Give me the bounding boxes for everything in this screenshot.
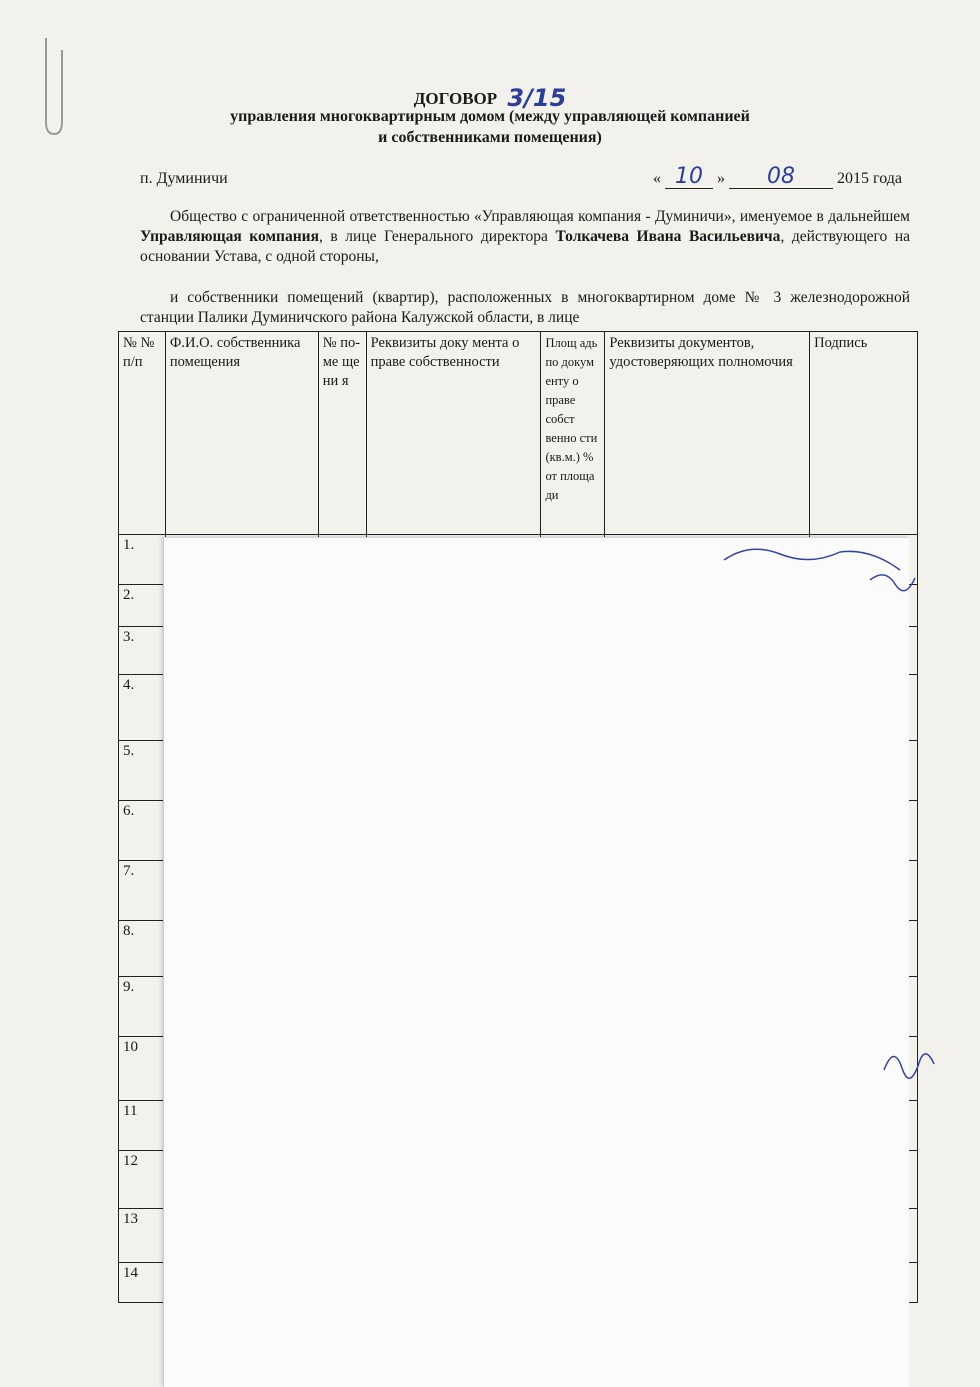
- paragraph-management-company: [140, 207, 910, 267]
- row-number: 1.: [119, 535, 166, 585]
- document-subtitle-line1: управления многоквартирным домом (между управляющей компанией: [230, 108, 750, 125]
- document-date: [653, 164, 902, 189]
- row-number: 12: [119, 1151, 166, 1209]
- header-area: Площ адь по докум енту о праве собст венно сти (кв.м.) % от площа ди: [541, 332, 605, 535]
- row-number: 7.: [119, 861, 166, 921]
- title-text: ДОГОВОР: [413, 89, 498, 108]
- paper-clip-icon: [34, 30, 74, 140]
- date-day: 10: [675, 164, 704, 189]
- blank-sheet-overlay: [163, 537, 909, 1387]
- paragraph1-text-a: Общество с ограниченной ответственностью «Управляющая компания - Думиничи», именуемое в дальнейшем: [170, 208, 910, 225]
- row-number: 11: [119, 1101, 166, 1151]
- handwritten-contract-number: 3/15: [507, 84, 567, 112]
- header-row-number: № № п/п: [119, 332, 166, 535]
- row-number: 2.: [119, 585, 166, 627]
- row-number: 6.: [119, 801, 166, 861]
- owners-table-header-row: [119, 332, 918, 535]
- paragraph1-bold-company: Управляющая компания: [140, 228, 319, 245]
- row-number: 4.: [119, 675, 166, 741]
- row-number: 10: [119, 1037, 166, 1101]
- document-place: п. Думиничи: [140, 170, 228, 187]
- signature-mark-icon: [880, 1040, 940, 1080]
- row-number: 13: [119, 1209, 166, 1263]
- paragraph1-text-c: , действующего на основании Устава, с одной стороны,: [140, 228, 911, 265]
- paragraph1-text-b: , в лице Генерального директора: [318, 228, 556, 245]
- date-year: 2015 года: [837, 170, 902, 187]
- header-owner-name: Ф.И.О. собственника помещения: [165, 332, 318, 535]
- date-quote-close: »: [717, 170, 726, 187]
- date-month: 08: [767, 164, 796, 189]
- paragraph-owners: и собственники помещений (квартир), расположенных в многоквартирном доме № 3 железнодорожной станции Палики Думиничского района Калужской области, в лице: [140, 289, 910, 326]
- header-authority-documents: Реквизиты документов, удостоверяющих полномочия: [605, 332, 810, 535]
- row-number: 3.: [119, 627, 166, 675]
- header-signature: Подпись: [810, 332, 918, 535]
- paragraph1-bold-director: Толкачева Ивана Васильевича: [555, 228, 781, 245]
- row-number: 8.: [119, 921, 166, 977]
- document-subtitle-line2: и собственниками помещения): [378, 129, 602, 146]
- signature-scribble-icon: [720, 540, 920, 600]
- header-ownership-document: Реквизиты доку мента о праве собственности: [366, 332, 541, 535]
- date-quote-open: «: [653, 170, 662, 187]
- row-number: 9.: [119, 977, 166, 1037]
- row-number: 14: [119, 1263, 166, 1303]
- header-premises-number: № по-ме ще ни я: [318, 332, 366, 535]
- row-number: 5.: [119, 741, 166, 801]
